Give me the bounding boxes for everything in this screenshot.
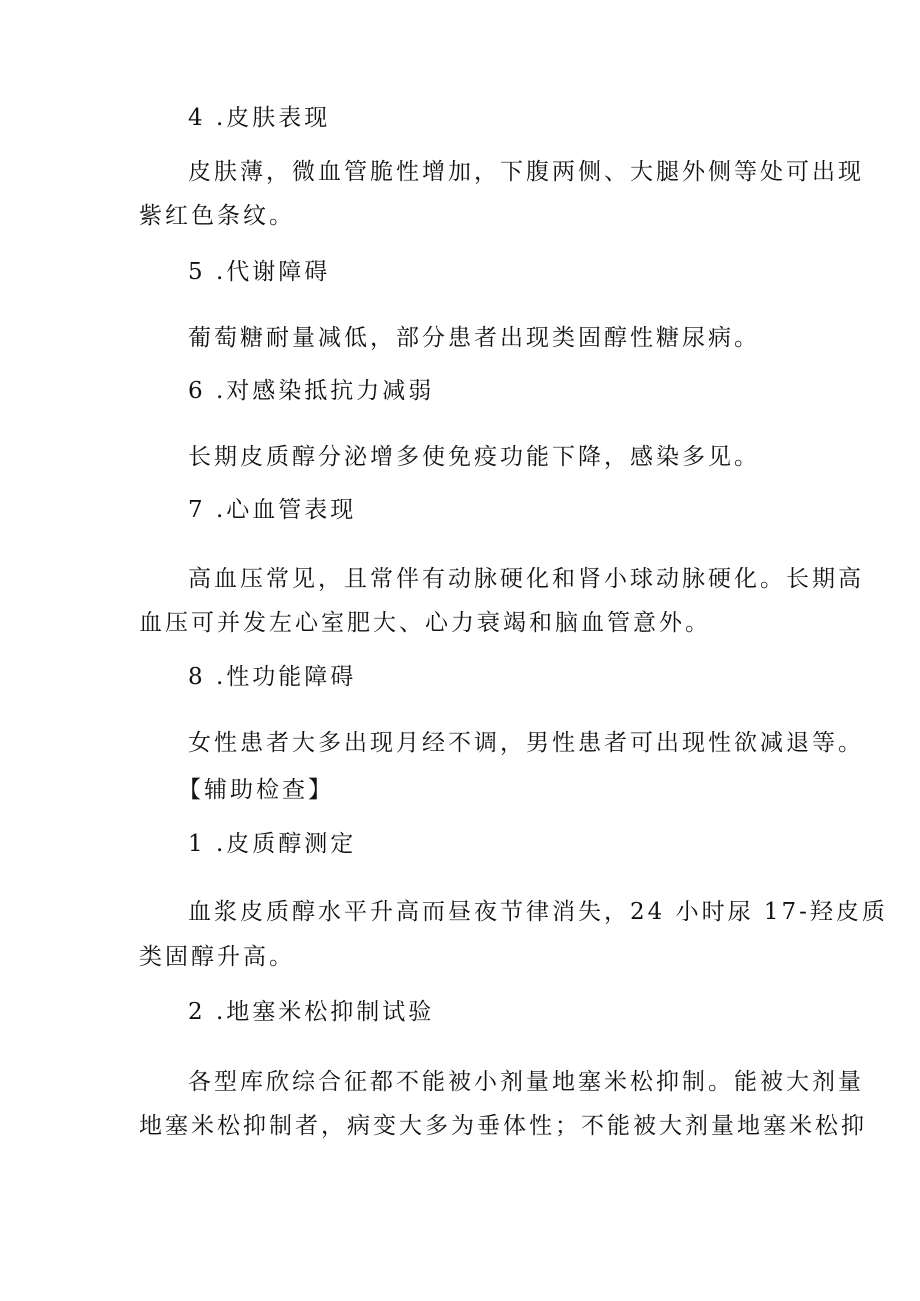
paragraph-dexamethasone-line-2: 地塞米松抑制者，病变大多为垂体性；不能被大剂量地塞米松抑 xyxy=(139,1113,867,1139)
section-heading-metabolism: 5 .代谢障碍 xyxy=(188,259,331,285)
paragraph-sexual-function-line-1: 女性患者大多出现月经不调，男性患者可出现性欲减退等。 xyxy=(188,730,864,756)
paragraph-cardiovascular-line-2: 血压可并发左心室肥大、心力衰竭和脑血管意外。 xyxy=(139,610,711,636)
section-heading-cardiovascular: 7 .心血管表现 xyxy=(188,497,357,523)
section-heading-dexamethasone: 2 .地塞米松抑制试验 xyxy=(188,999,435,1025)
section-heading-skin: 4 .皮肤表现 xyxy=(188,105,331,131)
paragraph-infection-line-1: 长期皮质醇分泌增多使免疫功能下降，感染多见。 xyxy=(188,444,760,470)
aux-exam-label: 【辅助检查】 xyxy=(178,777,334,803)
section-heading-cortisol: 1 .皮质醇测定 xyxy=(188,831,357,857)
paragraph-cortisol-line-1: 血浆皮质醇水平升高而昼夜节律消失，24 小时尿 17-羟皮质 xyxy=(188,899,888,925)
paragraph-skin-line-2: 紫红色条纹。 xyxy=(139,203,295,229)
paragraph-skin-line-1: 皮肤薄，微血管脆性增加，下腹两侧、大腿外侧等处可出现 xyxy=(188,159,864,185)
section-heading-infection: 6 .对感染抵抗力减弱 xyxy=(188,378,435,404)
paragraph-dexamethasone-line-1: 各型库欣综合征都不能被小剂量地塞米松抑制。能被大剂量 xyxy=(188,1069,864,1095)
paragraph-cortisol-line-2: 类固醇升高。 xyxy=(139,944,295,970)
section-heading-sexual-function: 8 .性功能障碍 xyxy=(188,664,357,690)
paragraph-cardiovascular-line-1: 高血压常见，且常伴有动脉硬化和肾小球动脉硬化。长期高 xyxy=(188,566,864,592)
paragraph-metabolism-line-1: 葡萄糖耐量减低，部分患者出现类固醇性糖尿病。 xyxy=(188,325,760,351)
